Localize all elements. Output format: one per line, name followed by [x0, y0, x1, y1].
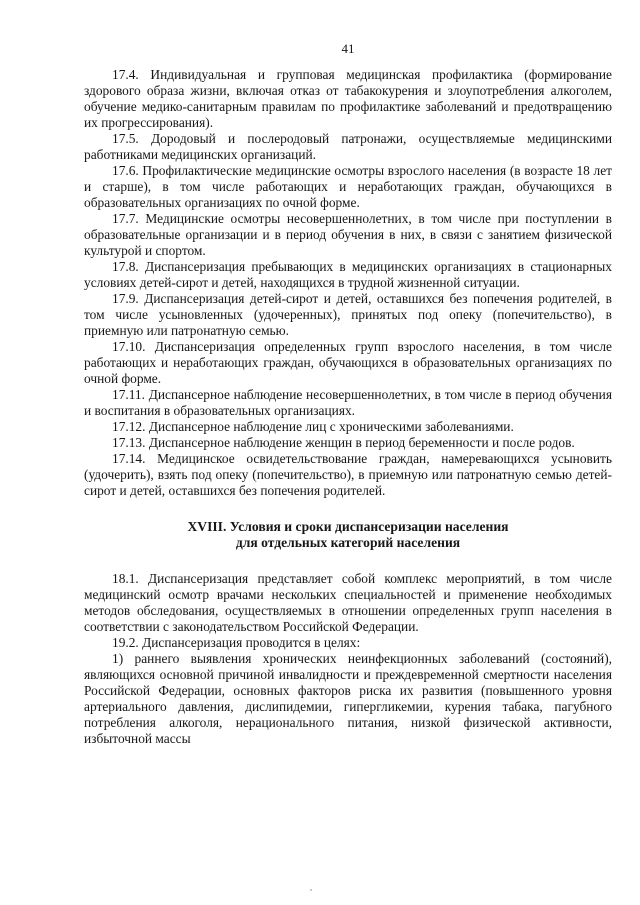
paragraph-19-2: 19.2. Диспансеризация проводится в целях:: [112, 635, 361, 650]
paragraph-17-6: 17.6. Профилактические медицинские осмотры взрослого населения (в возрасте 18 лет и старше), в том числе работающих и неработающих граждан, обучающихся в образовательных организациях по очной форме.: [84, 163, 612, 210]
paragraph-17-14: 17.14. Медицинское освидетельствование граждан, намеревающихся усыновить (удочерить), взять под опеку (попечительство), в приемную или патронатную семью детей-сирот и детей, оставшихся без попечения родителей.: [84, 451, 612, 498]
section-17-list: [84, 67, 612, 499]
paragraph-17-4: 17.4. Индивидуальная и групповая медицинская профилактика (формирование здорового образа жизни, включая отказ от табакокурения и злоупотребления алкоголем, обучение медико-санитарным правилам по профилактике заболеваний и предотвращению их прогрессирования).: [84, 67, 612, 130]
paragraph-17-10: 17.10. Диспансеризация определенных групп взрослого населения, в том числе работающих и неработающих граждан, обучающихся в образовательных организациях по очной форме.: [84, 339, 612, 386]
paragraph-17-8: 17.8. Диспансеризация пребывающих в медицинских организациях в стационарных условиях детей-сирот и детей, находящихся в трудной жизненной ситуации.: [84, 259, 612, 290]
section-heading-line-2: для отдельных категорий населения: [235, 535, 461, 550]
paragraph-17-9: 17.9. Диспансеризация детей-сирот и детей, оставшихся без попечения родителей, в том числе усыновленных (удочеренных), принятых под опеку (попечительство), в приемную или патронатную семью.: [84, 291, 612, 338]
page-number: 41: [341, 41, 355, 56]
scan-speck: [310, 889, 312, 891]
paragraph-17-13: 17.13. Диспансерное наблюдение женщин в период беременности и после родов.: [112, 435, 575, 450]
section-18-body: [84, 571, 612, 747]
paragraph-17-11: 17.11. Диспансерное наблюдение несовершеннолетних, в том числе в период обучения и воспитания в образовательных организациях.: [84, 387, 612, 418]
paragraph-17-12: 17.12. Диспансерное наблюдение лиц с хроническими заболеваниями.: [112, 419, 514, 434]
section-heading: [84, 519, 612, 551]
section-heading-line-1: XVIII. Условия и сроки диспансеризации населения: [187, 519, 509, 534]
paragraph-18-1: 18.1. Диспансеризация представляет собой комплекс мероприятий, в том числе медицинский осмотр врачами нескольких специальностей и применение необходимых методов обследования, осуществляемых в отношении определенных групп населения в соответствии с законодательством Российской Федерации.: [84, 571, 612, 634]
paragraph-17-7: 17.7. Медицинские осмотры несовершеннолетних, в том числе при поступлении в образовательные организации и в период обучения в них, в связи с занятием физической культурой и спортом.: [84, 211, 612, 258]
paragraph-17-5: 17.5. Дородовый и послеродовый патронажи, осуществляемые медицинскими работниками медицинских организаций.: [84, 131, 612, 162]
paragraph-19-2-item-1: 1) раннего выявления хронических неинфекционных заболеваний (состояний), являющихся основной причиной инвалидности и преждевременной смертности населения Российской Федерации, основных факторов риска их развития (повышенного уровня артериального давления, дислипидемии, гипергликемии, курения табака, пагубного потребления алкоголя, нерационального питания, низкой физической активности, избыточной массы: [84, 651, 612, 746]
